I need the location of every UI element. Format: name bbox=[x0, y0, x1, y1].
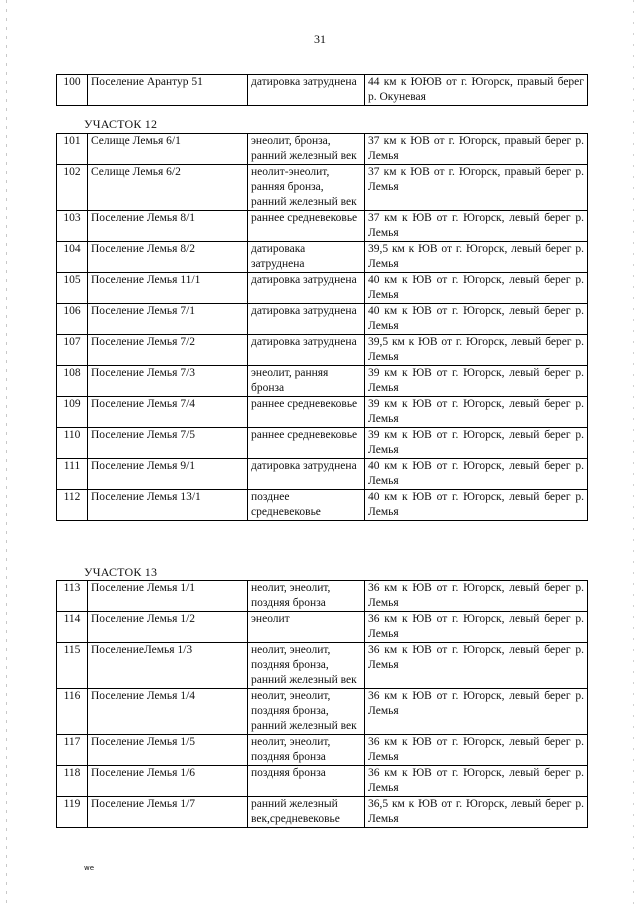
site-dating-cell: датировка затруднена bbox=[248, 335, 365, 366]
site-name-cell: Поселение Лемья 7/4 bbox=[88, 397, 248, 428]
site-location-cell: 36 км к ЮВ от г. Югорск, левый берег р. Лемья bbox=[365, 643, 588, 689]
site-location-cell: 39 км к ЮВ от г. Югорск, левый берег р. Лемья bbox=[365, 397, 588, 428]
table-row bbox=[57, 490, 588, 521]
site-dating-cell: датировака затруднена bbox=[248, 242, 365, 273]
site-name-cell: Поселение Лемья 8/1 bbox=[88, 211, 248, 242]
sites-table-continued bbox=[56, 74, 588, 106]
table-row bbox=[57, 75, 588, 106]
table-row bbox=[57, 612, 588, 643]
table-row bbox=[57, 242, 588, 273]
site-dating-cell: раннее средневековье bbox=[248, 428, 365, 459]
table-row bbox=[57, 335, 588, 366]
table-row bbox=[57, 735, 588, 766]
section-title-uchastok-12: УЧАСТОК 12 bbox=[84, 117, 158, 131]
site-location-cell: 37 км к ЮВ от г. Югорск, правый берег р. Лемья bbox=[365, 165, 588, 211]
table-row bbox=[57, 766, 588, 797]
site-location-cell: 36 км к ЮВ от г. Югорск, левый берег р. Лемья bbox=[365, 689, 588, 735]
site-number-cell: 103 bbox=[57, 211, 88, 242]
section-title-uchastok-13: УЧАСТОК 13 bbox=[84, 565, 158, 579]
site-name-cell: Поселение Лемья 1/4 bbox=[88, 689, 248, 735]
site-dating-cell: раннее средневековье bbox=[248, 211, 365, 242]
site-name-cell: Поселение Лемья 11/1 bbox=[88, 273, 248, 304]
site-number-cell: 101 bbox=[57, 134, 88, 165]
site-name-cell: Поселение Лемья 1/1 bbox=[88, 581, 248, 612]
site-name-cell: Поселение Лемья 1/7 bbox=[88, 797, 248, 828]
site-location-cell: 37 км к ЮВ от г. Югорск, правый берег р. Лемья bbox=[365, 134, 588, 165]
site-dating-cell: поздняя бронза bbox=[248, 766, 365, 797]
site-name-cell: Селище Лемья 6/2 bbox=[88, 165, 248, 211]
site-location-cell: 36 км к ЮВ от г. Югорск, левый берег р. Лемья bbox=[365, 612, 588, 643]
site-name-cell: Поселение Лемья 1/5 bbox=[88, 735, 248, 766]
site-number-cell: 113 bbox=[57, 581, 88, 612]
site-number-cell: 114 bbox=[57, 612, 88, 643]
site-dating-cell: энеолит, ранняя бронза bbox=[248, 366, 365, 397]
site-dating-cell: энеолит bbox=[248, 612, 365, 643]
site-name-cell: Поселение Лемья 13/1 bbox=[88, 490, 248, 521]
site-name-cell: Поселение Лемья 7/3 bbox=[88, 366, 248, 397]
site-dating-cell: неолит, энеолит, поздняя бронза, ранний железный век bbox=[248, 643, 365, 689]
site-dating-cell: неолит, энеолит, поздняя бронза, ранний железный век bbox=[248, 689, 365, 735]
site-dating-cell: датировка затруднена bbox=[248, 459, 365, 490]
site-number-cell: 115 bbox=[57, 643, 88, 689]
site-location-cell: 36 км к ЮВ от г. Югорск, левый берег р. Лемья bbox=[365, 735, 588, 766]
site-number-cell: 104 bbox=[57, 242, 88, 273]
site-dating-cell: датировка затруднена bbox=[248, 75, 365, 106]
site-location-cell: 40 км к ЮВ от г. Югорск, левый берег р. Лемья bbox=[365, 459, 588, 490]
site-number-cell: 118 bbox=[57, 766, 88, 797]
site-location-cell: 37 км к ЮВ от г. Югорск, левый берег р. Лемья bbox=[365, 211, 588, 242]
table-row bbox=[57, 428, 588, 459]
site-name-cell: Поселение Лемья 8/2 bbox=[88, 242, 248, 273]
table-row bbox=[57, 459, 588, 490]
site-location-cell: 36 км к ЮВ от г. Югорск, левый берег р. Лемья bbox=[365, 581, 588, 612]
site-dating-cell: неолит-энеолит, ранняя бронза, ранний железный век bbox=[248, 165, 365, 211]
site-location-cell: 36 км к ЮВ от г. Югорск, левый берег р. Лемья bbox=[365, 766, 588, 797]
scan-edge-right bbox=[633, 0, 634, 905]
site-dating-cell: ранний железный век,средневековье bbox=[248, 797, 365, 828]
site-number-cell: 111 bbox=[57, 459, 88, 490]
site-location-cell: 36,5 км к ЮВ от г. Югорск, левый берег р. Лемья bbox=[365, 797, 588, 828]
site-number-cell: 119 bbox=[57, 797, 88, 828]
sites-table-uchastok-13 bbox=[56, 580, 588, 828]
site-number-cell: 108 bbox=[57, 366, 88, 397]
table-row bbox=[57, 366, 588, 397]
site-name-cell: Поселение Лемья 7/1 bbox=[88, 304, 248, 335]
site-dating-cell: раннее средневековье bbox=[248, 397, 365, 428]
site-name-cell: Поселение Лемья 1/2 bbox=[88, 612, 248, 643]
table-row bbox=[57, 797, 588, 828]
site-dating-cell: датировка затруднена bbox=[248, 304, 365, 335]
site-number-cell: 106 bbox=[57, 304, 88, 335]
site-number-cell: 117 bbox=[57, 735, 88, 766]
site-location-cell: 39,5 км к ЮВ от г. Югорск, левый берег р. Лемья bbox=[365, 242, 588, 273]
site-location-cell: 40 км к ЮВ от г. Югорск, левый берег р. Лемья bbox=[365, 490, 588, 521]
table-row bbox=[57, 689, 588, 735]
table-row bbox=[57, 397, 588, 428]
site-number-cell: 112 bbox=[57, 490, 88, 521]
site-number-cell: 105 bbox=[57, 273, 88, 304]
site-dating-cell: неолит, энеолит, поздняя бронза bbox=[248, 581, 365, 612]
site-name-cell: ПоселениеЛемья 1/3 bbox=[88, 643, 248, 689]
table-row bbox=[57, 134, 588, 165]
site-location-cell: 39 км к ЮВ от г. Югорск, левый берег р. Лемья bbox=[365, 428, 588, 459]
site-dating-cell: неолит, энеолит, поздняя бронза bbox=[248, 735, 365, 766]
site-name-cell: Поселение Лемья 1/6 bbox=[88, 766, 248, 797]
table-row bbox=[57, 165, 588, 211]
site-name-cell: Селище Лемья 6/1 bbox=[88, 134, 248, 165]
site-name-cell: Поселение Лемья 7/5 bbox=[88, 428, 248, 459]
site-dating-cell: датировка затруднена bbox=[248, 273, 365, 304]
site-name-cell: Поселение Лемья 9/1 bbox=[88, 459, 248, 490]
table-row bbox=[57, 643, 588, 689]
scan-edge-left bbox=[6, 0, 7, 905]
site-location-cell: 40 км к ЮВ от г. Югорск, левый берег р. Лемья bbox=[365, 273, 588, 304]
table-row bbox=[57, 581, 588, 612]
site-location-cell: 44 км к ЮЮВ от г. Югорск, правый берег р. Окуневая bbox=[365, 75, 588, 106]
site-number-cell: 100 bbox=[57, 75, 88, 106]
site-location-cell: 39,5 км к ЮВ от г. Югорск, левый берег р. Лемья bbox=[365, 335, 588, 366]
site-number-cell: 116 bbox=[57, 689, 88, 735]
table-row bbox=[57, 211, 588, 242]
site-location-cell: 39 км к ЮВ от г. Югорск, левый берег р. Лемья bbox=[365, 366, 588, 397]
site-name-cell: Поселение Арантур 51 bbox=[88, 75, 248, 106]
site-number-cell: 109 bbox=[57, 397, 88, 428]
site-location-cell: 40 км к ЮВ от г. Югорск, левый берег р. Лемья bbox=[365, 304, 588, 335]
table-row bbox=[57, 304, 588, 335]
site-dating-cell: позднее средневековье bbox=[248, 490, 365, 521]
site-dating-cell: энеолит, бронза, ранний железный век bbox=[248, 134, 365, 165]
site-number-cell: 102 bbox=[57, 165, 88, 211]
site-number-cell: 107 bbox=[57, 335, 88, 366]
sites-table-uchastok-12 bbox=[56, 133, 588, 521]
site-number-cell: 110 bbox=[57, 428, 88, 459]
footer-mark: we bbox=[84, 864, 95, 872]
table-row bbox=[57, 273, 588, 304]
site-name-cell: Поселение Лемья 7/2 bbox=[88, 335, 248, 366]
page-number: 31 bbox=[314, 32, 326, 46]
